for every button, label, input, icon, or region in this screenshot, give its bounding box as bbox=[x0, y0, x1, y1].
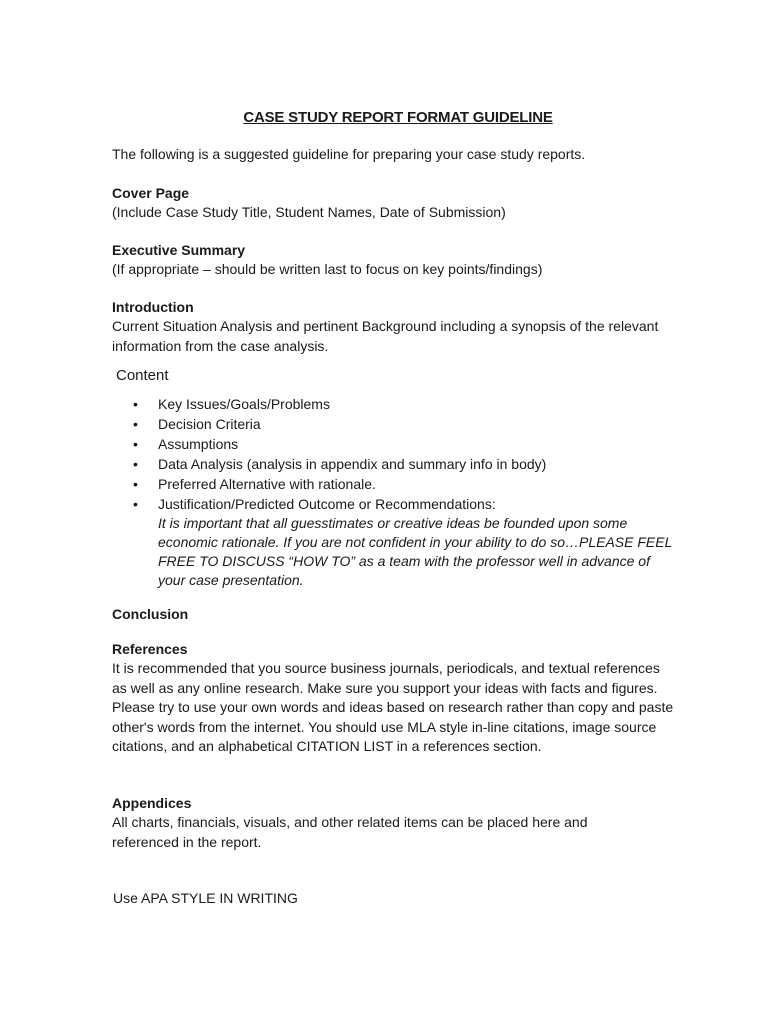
intro-text: The following is a suggested guideline for preparing your case study reports. bbox=[112, 146, 586, 162]
executive-summary-body: (If appropriate – should be written last to focus on key points/findings) bbox=[112, 261, 543, 277]
appendices-section bbox=[112, 794, 657, 852]
bullet-icon: • bbox=[133, 396, 138, 412]
list-item: • Decision Criteria bbox=[133, 416, 261, 432]
bullet-icon: • bbox=[133, 456, 138, 472]
content-bullet-list bbox=[133, 394, 673, 590]
bullet-icon: • bbox=[133, 476, 138, 492]
executive-summary-heading: Executive Summary bbox=[112, 242, 246, 258]
references-body: It is recommended that you source business journals, periodicals, and textual references as well as any online research. Make sure you support your ideas with facts and figures. Please try to use your own words and ideas based on research rather than copy and paste other's words from the internet. You should use MLA style in-line citations, image source citations, and an alphabetical CITATION LIST in a references section. bbox=[112, 660, 674, 754]
footer-note: Use APA STYLE IN WRITING bbox=[113, 890, 298, 906]
bullet-icon: • bbox=[133, 416, 138, 432]
list-item: • Justification/Predicted Outcome or Recommendations: It is important that all guesstimates or creative ideas be founded upon some economic rationale. If you are not confident in your ability to do so…PLEASE FEEL FREE TO DISCUSS “HOW TO” as a team with the professor well in advance of your case presentation. bbox=[133, 496, 673, 588]
appendices-heading: Appendices bbox=[112, 795, 192, 811]
references-section bbox=[112, 640, 678, 757]
conclusion-heading: Conclusion bbox=[112, 606, 189, 622]
introduction-section bbox=[112, 298, 682, 356]
content-note: It is important that all guesstimates or creative ideas be founded upon some economic rationale. If you are not confident in your ability to do so…PLEASE FEEL FREE TO DISCUSS “HOW TO” as a team with the professor well in advance of your case presentation. bbox=[158, 515, 673, 588]
bullet-icon: • bbox=[133, 436, 138, 452]
bullet-icon: • bbox=[133, 496, 138, 512]
cover-page-body: (Include Case Study Title, Student Names, Date of Submission) bbox=[112, 204, 506, 220]
cover-page-heading: Cover Page bbox=[112, 185, 190, 201]
document-title: CASE STUDY REPORT FORMAT GUIDELINE bbox=[243, 109, 553, 126]
introduction-heading: Introduction bbox=[112, 299, 194, 315]
list-item: • Key Issues/Goals/Problems bbox=[133, 396, 330, 412]
references-heading: References bbox=[112, 641, 188, 657]
content-heading: Content bbox=[116, 367, 169, 384]
executive-summary-section bbox=[112, 241, 682, 280]
cover-page-section bbox=[112, 184, 682, 223]
list-item: • Data Analysis (analysis in appendix and summary info in body) bbox=[133, 456, 547, 472]
introduction-body: Current Situation Analysis and pertinent Background including a synopsis of the relevant information from the case analysis. bbox=[112, 318, 659, 354]
appendices-body: All charts, financials, visuals, and other related items can be placed here and referenced in the report. bbox=[112, 814, 588, 850]
list-item: • Preferred Alternative with rationale. bbox=[133, 476, 376, 492]
conclusion-section bbox=[112, 605, 682, 624]
list-item: • Assumptions bbox=[133, 436, 239, 452]
